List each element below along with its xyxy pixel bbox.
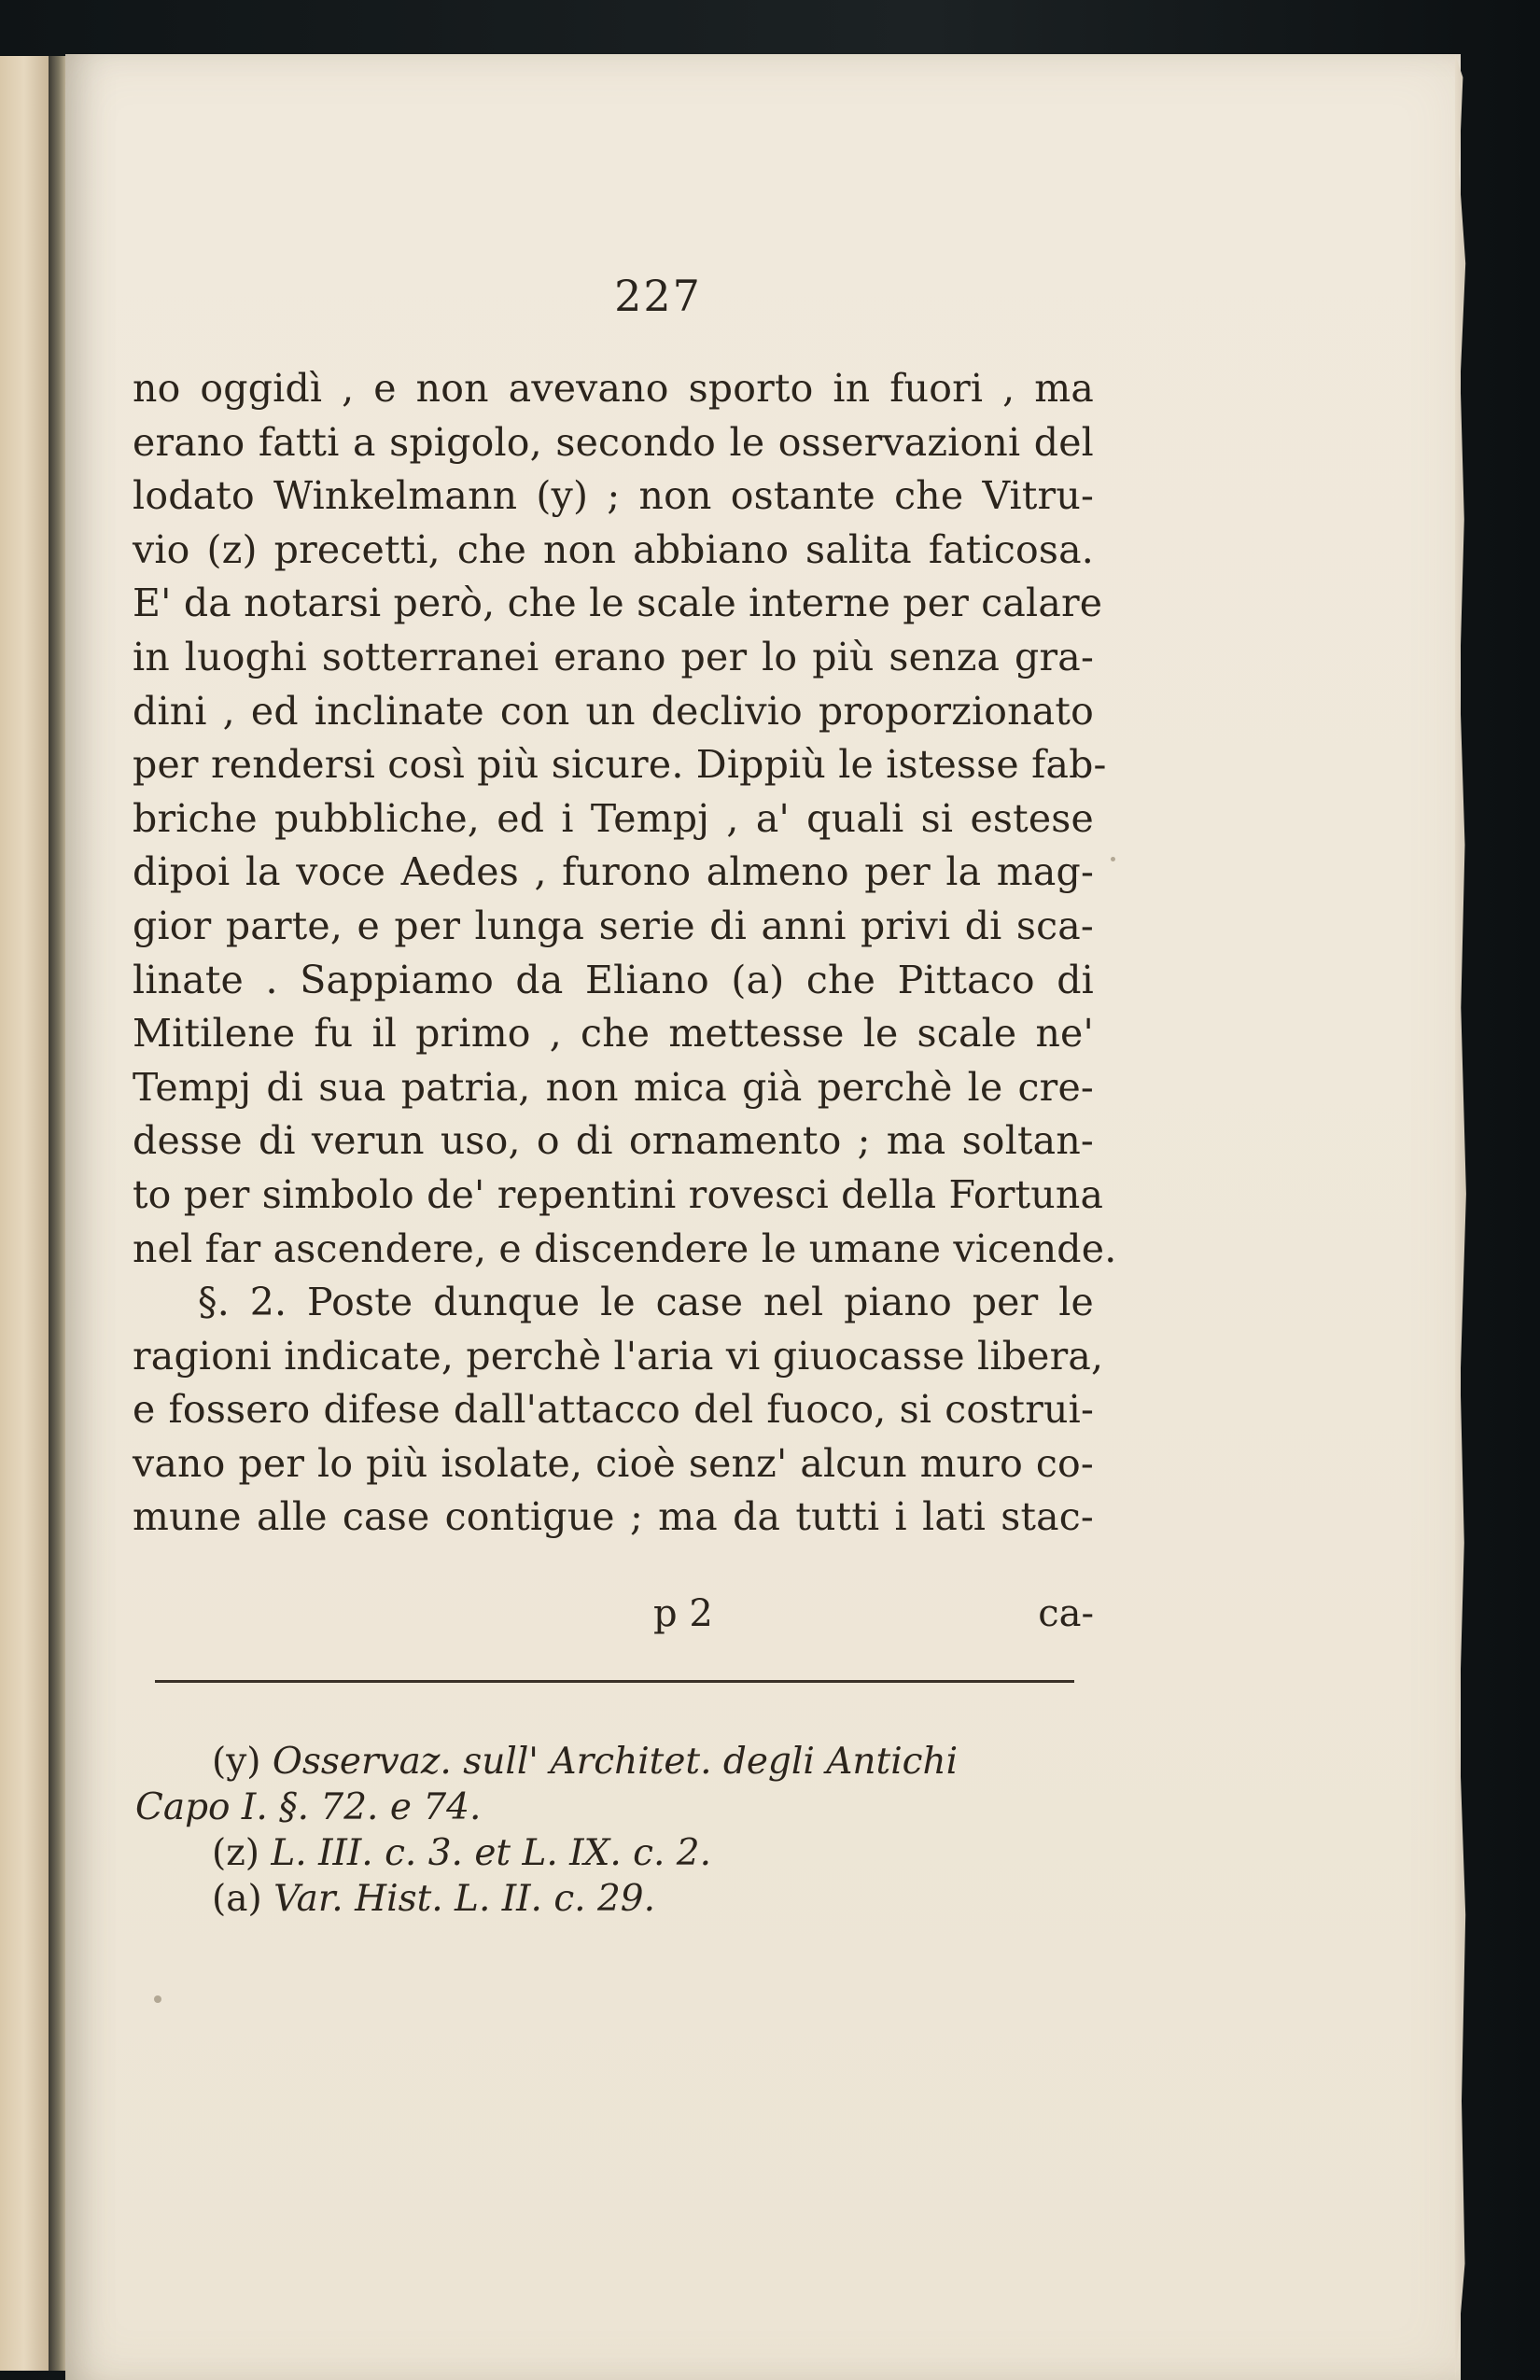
catchword: ca- (1038, 1592, 1094, 1635)
footnote-y-continued (135, 1785, 1143, 1830)
text-line: dini , ed inclinate con un declivio proporzionato (133, 688, 1094, 734)
book-spine-gutter (49, 56, 65, 2371)
text-line: to per simbolo de' repentini rovesci della Fortuna (133, 1171, 1104, 1217)
text-line: desse di verun uso, o di ornamento ; ma soltan- (133, 1118, 1094, 1164)
footnote-mark: (z) (212, 1832, 259, 1874)
text-line: dipoi la voce Aedes , furono almeno per la mag- (133, 849, 1094, 895)
text-line: per rendersi così più sicure. Dippiù le istesse fab- (133, 742, 1107, 788)
section-start-line: §. 2. Poste dunque le case nel piano per le (198, 1280, 1094, 1325)
text-line: erano fatti a spigolo, secondo le osservazioni del (133, 419, 1094, 465)
paper-spot (154, 1995, 161, 2003)
catchline (133, 1592, 1094, 1639)
text-line: lodato Winkelmann (y) ; non ostante che Vitru- (133, 473, 1094, 519)
body-text (133, 362, 1117, 1545)
text-line: linate . Sappiamo da Eliano (a) che Pittaco di (133, 957, 1094, 1002)
text-line: no oggidì , e non avevano sporto in fuori , ma (133, 366, 1094, 411)
footnote-text: L. III. c. 3. et L. IX. c. 2. (271, 1832, 711, 1874)
signature-mark: p 2 (653, 1592, 713, 1635)
footnote-y (135, 1739, 1143, 1785)
paper-spot (1111, 857, 1115, 861)
footnote-mark: (a) (212, 1878, 262, 1920)
text-line: gior parte, e per lunga serie di anni privi di sca- (133, 903, 1094, 948)
text-line: in luoghi sotterranei erano per lo più senza gra- (133, 634, 1094, 679)
book-page (65, 54, 1461, 2380)
text-line: ragioni indicate, perchè l'aria vi giuocasse libera, (133, 1333, 1104, 1379)
page-number: 227 (614, 271, 702, 321)
footnote-text: Var. Hist. L. II. c. 29. (273, 1878, 656, 1920)
footnote-text: Osservaz. sull' Architet. degli Antichi (272, 1741, 959, 1783)
text-line: Tempj di sua patria, non mica già perchè le cre- (133, 1064, 1094, 1110)
text-line: e fossero difese dall'attacco del fuoco, si costrui- (133, 1387, 1094, 1433)
text-line: E' da notarsi però, che le scale interne per calare (133, 581, 1103, 626)
footnote-z (135, 1830, 1143, 1876)
footnotes (135, 1739, 1143, 1922)
text-line: mune alle case contigue ; ma da tutti i lati stac- (133, 1494, 1094, 1540)
text-line: vano per lo più isolate, cioè senz' alcun muro co- (133, 1440, 1094, 1486)
facing-page-edge (0, 56, 50, 2371)
footnote-mark: (y) (212, 1741, 261, 1783)
footnote-text: Capo I. §. 72. e 74. (135, 1786, 482, 1828)
footnote-rule (155, 1680, 1074, 1683)
text-line: briche pubbliche, ed i Tempj , a' quali si estese (133, 795, 1094, 841)
text-line: nel far ascendere, e discendere le umane vicende. (133, 1225, 1117, 1271)
text-line: vio (z) precetti, che non abbiano salita faticosa. (133, 526, 1094, 572)
text-line: Mitilene fu il primo , che mettesse le scale ne' (133, 1011, 1094, 1057)
footnote-a (135, 1876, 1143, 1922)
